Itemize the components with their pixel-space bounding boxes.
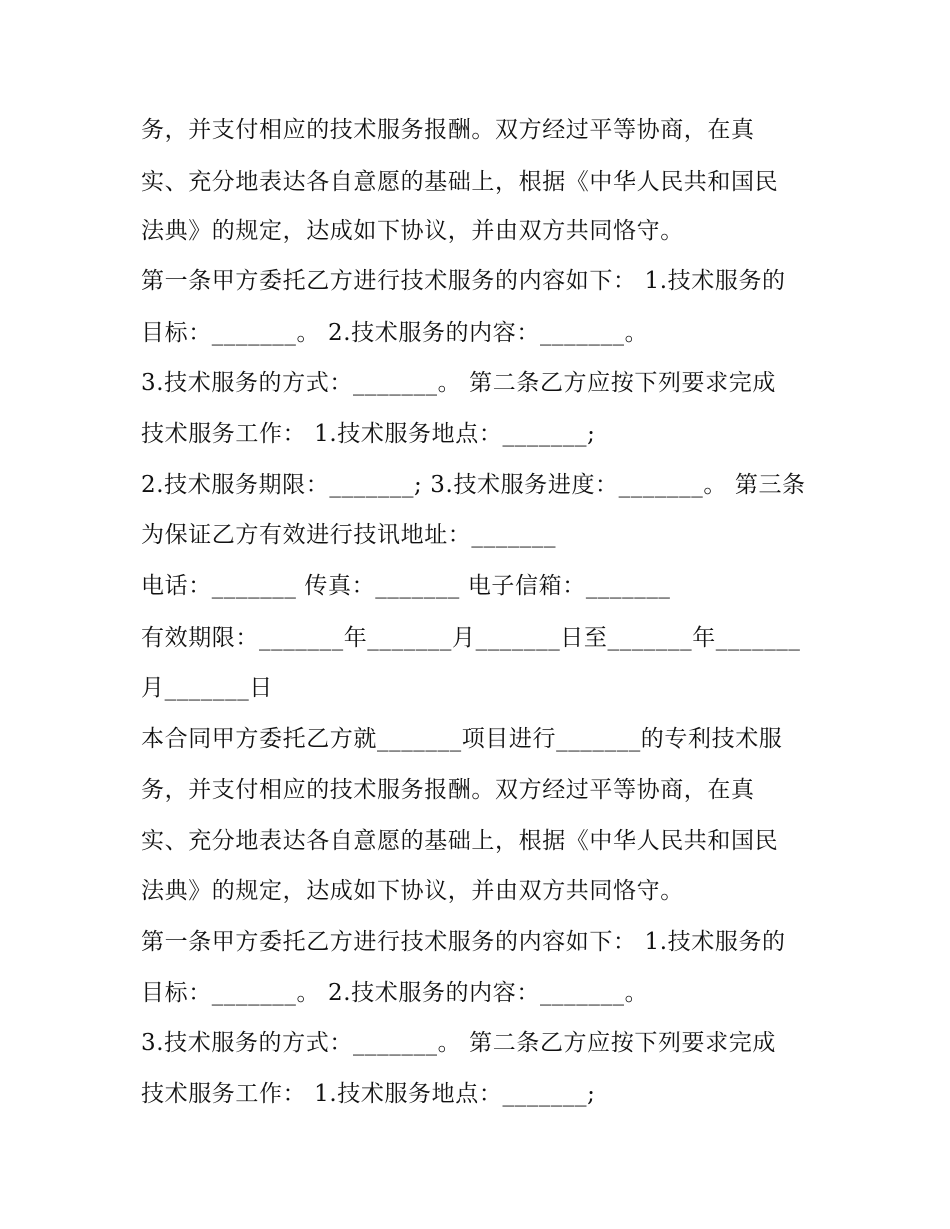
text-line: 第一条甲方委托乙方进行技术服务的内容如下： 1.技术服务的: [141, 268, 786, 294]
text-line: 本合同甲方委托乙方就_______项目进行_______的专利技术服: [141, 726, 783, 752]
text-line: 目标：_______。 2.技术服务的内容：_______。: [141, 320, 649, 346]
text-line: 2.技术服务期限：_______; 3.技术服务进度：_______。 第三条: [141, 472, 806, 498]
text-line: 实、充分地表达各自意愿的基础上，根据《中华人民共和国民: [141, 828, 779, 854]
text-line: 3.技术服务的方式：_______。 第二条乙方应按下列要求完成: [141, 370, 776, 396]
text-line: 3.技术服务的方式：_______。 第二条乙方应按下列要求完成: [141, 1030, 776, 1056]
text-line: 电话：_______ 传真：_______ 电子信箱：_______: [141, 573, 671, 599]
text-line: 实、充分地表达各自意愿的基础上，根据《中华人民共和国民: [141, 169, 779, 195]
text-line: 法典》的规定，达成如下协议，并由双方共同恪守。: [141, 218, 684, 244]
text-line: 务，并支付相应的技术服务报酬。双方经过平等协商，在真: [141, 777, 755, 803]
text-line: 法典》的规定，达成如下协议，并由双方共同恪守。: [141, 878, 684, 904]
text-line: 目标：_______。 2.技术服务的内容：_______。: [141, 980, 649, 1006]
text-line: 为保证乙方有效进行技讯地址：_______: [141, 522, 557, 548]
text-line: 有效期限：_______年_______月_______日至_______年_______: [141, 625, 801, 651]
text-line: 月_______日: [141, 675, 273, 701]
text-line: 务，并支付相应的技术服务报酬。双方经过平等协商，在真: [141, 117, 755, 143]
text-line: 技术服务工作： 1.技术服务地点：_______;: [141, 421, 596, 447]
text-line: 技术服务工作： 1.技术服务地点：_______;: [141, 1081, 596, 1107]
text-line: 第一条甲方委托乙方进行技术服务的内容如下： 1.技术服务的: [141, 929, 786, 955]
